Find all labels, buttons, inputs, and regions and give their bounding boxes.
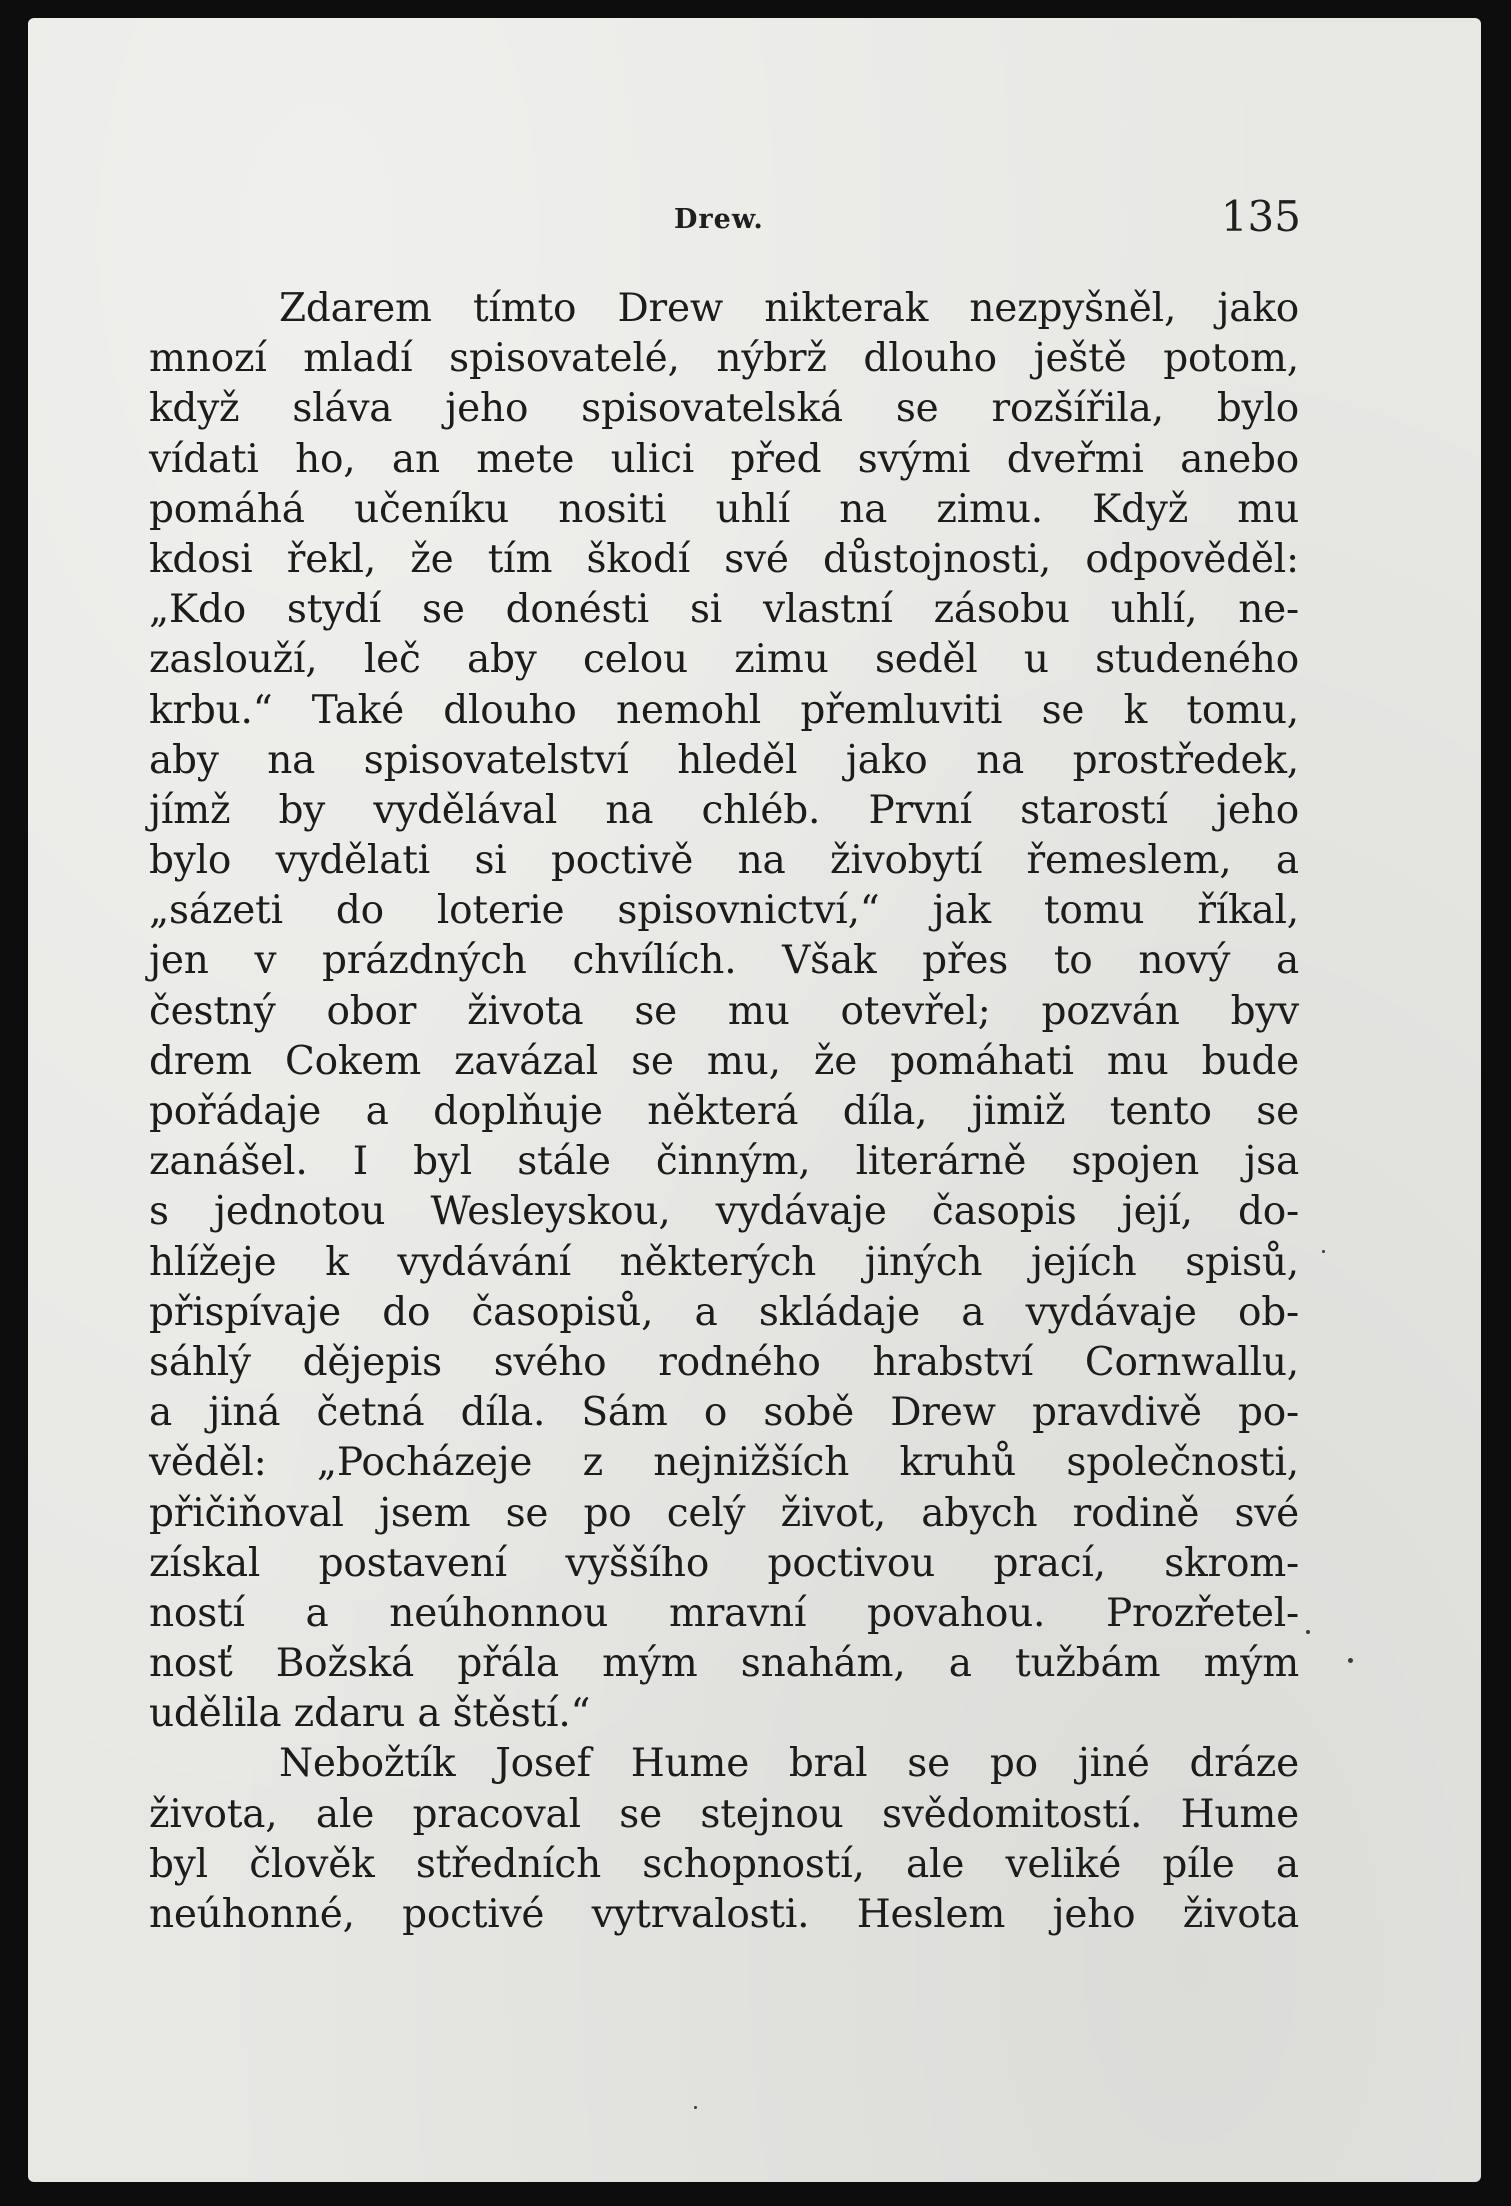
text-line: zaslouží, leč aby celou zimu seděl u studeného <box>149 637 1299 683</box>
text-line: jen v prázdných chvílích. Však přes to nový a <box>149 938 1299 984</box>
text-line: a jiná četná díla. Sám o sobě Drew pravdivě po- <box>149 1390 1299 1436</box>
text-line: sáhlý dějepis svého rodného hrabství Cornwallu, <box>149 1339 1299 1385</box>
book-page <box>28 18 1481 2182</box>
scan-speck <box>1322 1250 1325 1253</box>
text-line: pořádaje a doplňuje některá díla, jimiž tento se <box>149 1089 1299 1134</box>
scan-speck <box>694 2106 697 2109</box>
text-line: přispívaje do časopisů, a skládaje a vydávaje ob- <box>149 1289 1299 1335</box>
text-line: ností a neúhonnou mravní povahou. Prozřetel- <box>149 1590 1299 1636</box>
text-line: zanášel. I byl stále činným, literárně spojen jsa <box>149 1139 1299 1185</box>
text-line: nosť Božská přála mým snahám, a tužbám mým <box>149 1641 1299 1687</box>
scan-speck <box>1348 1658 1353 1663</box>
text-line: Nebožtík Josef Hume bral se po jiné dráze <box>279 1741 1299 1787</box>
text-line: drem Cokem zavázal se mu, že pomáhati mu bude <box>149 1038 1299 1084</box>
running-head: Drew. <box>674 204 764 235</box>
page-header <box>28 190 1481 250</box>
text-line: Zdarem tímto Drew nikterak nezpyšněl, jako <box>279 286 1299 331</box>
text-line: hlížeje k vydávání některých jiných jejích spisů, <box>149 1239 1299 1285</box>
text-line: když sláva jeho spisovatelská se rozšířila, bylo <box>149 386 1299 432</box>
text-line: aby na spisovatelství hleděl jako na prostředek, <box>149 737 1299 783</box>
text-line: „sázeti do loterie spisovnictví,“ jak tomu říkal, <box>149 888 1299 934</box>
text-line: vídati ho, an mete ulici před svými dveřmi anebo <box>149 436 1299 482</box>
text-line: byl člověk středních schopností, ale veliké píle a <box>149 1841 1299 1887</box>
text-line: mnozí mladí spisovatelé, nýbrž dlouho ještě potom, <box>149 336 1299 382</box>
text-line: bylo vydělati si poctivě na živobytí řemeslem, a <box>149 838 1299 884</box>
text-line: kdosi řekl, že tím škodí své důstojnosti, odpověděl: <box>149 536 1299 582</box>
text-line: s jednotou Wesleyskou, vydávaje časopis její, do- <box>149 1189 1299 1235</box>
text-line: pomáhá učeníku nositi uhlí na zimu. Když mu <box>149 486 1299 532</box>
body-text <box>149 284 1299 1940</box>
page-number: 135 <box>1220 192 1301 241</box>
text-line: udělila zdaru a štěstí.“ <box>149 1691 591 1737</box>
text-line: přičiňoval jsem se po celý život, abych rodině své <box>149 1490 1299 1536</box>
text-line: čestný obor života se mu otevřel; pozván byv <box>149 988 1299 1034</box>
text-line: krbu.“ Také dlouho nemohl přemluviti se k tomu, <box>149 687 1299 733</box>
scan-speck <box>1306 1630 1310 1634</box>
text-line: „Kdo stydí se donésti si vlastní zásobu uhlí, ne- <box>149 587 1299 633</box>
text-line: života, ale pracoval se stejnou svědomitostí. Hume <box>149 1791 1299 1837</box>
text-line: neúhonné, poctivé vytrvalosti. Heslem jeho života <box>149 1892 1299 1937</box>
text-line: získal postavení vyššího poctivou prací, skrom- <box>149 1540 1299 1586</box>
text-line: jímž by vydělával na chléb. První starostí jeho <box>149 787 1299 833</box>
text-line: věděl: „Pocházeje z nejnižších kruhů společnosti, <box>149 1440 1299 1486</box>
